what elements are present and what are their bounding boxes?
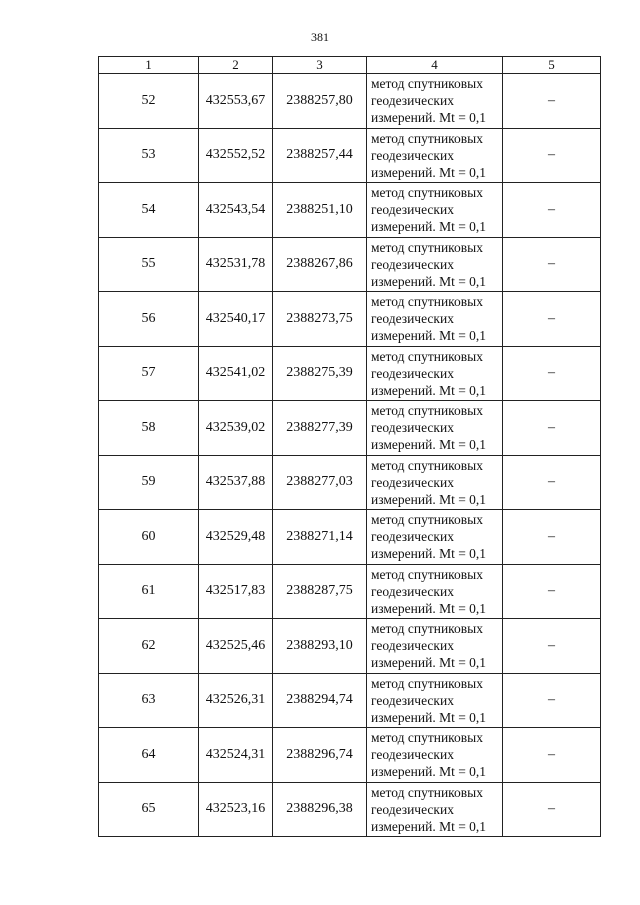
coordinate-y: 2388275,39 bbox=[273, 346, 367, 401]
coordinate-y: 2388277,03 bbox=[273, 455, 367, 510]
coordinate-x: 432543,54 bbox=[199, 183, 273, 238]
coordinate-y: 2388257,44 bbox=[273, 128, 367, 183]
table-body bbox=[99, 74, 601, 837]
table-row bbox=[99, 564, 601, 619]
table-row bbox=[99, 401, 601, 456]
point-number: 62 bbox=[99, 619, 199, 674]
note-cell: – bbox=[503, 728, 601, 783]
point-number: 65 bbox=[99, 782, 199, 837]
method-cell bbox=[367, 292, 503, 347]
method-cell bbox=[367, 401, 503, 456]
point-number: 64 bbox=[99, 728, 199, 783]
method-line: измерений. Mt = 0,1 bbox=[371, 328, 487, 344]
method-line: геодезических bbox=[371, 311, 454, 327]
point-number: 52 bbox=[99, 74, 199, 129]
note-cell: – bbox=[503, 455, 601, 510]
method-line: геодезических bbox=[371, 692, 454, 708]
method-line: метод спутниковых bbox=[371, 621, 483, 637]
method-cell bbox=[367, 128, 503, 183]
table-row bbox=[99, 673, 601, 728]
method-line: измерений. Mt = 0,1 bbox=[371, 709, 487, 725]
note-cell: – bbox=[503, 74, 601, 129]
point-number: 59 bbox=[99, 455, 199, 510]
note-cell: – bbox=[503, 128, 601, 183]
table-row bbox=[99, 455, 601, 510]
method-line: метод спутниковых bbox=[371, 348, 483, 364]
method-cell bbox=[367, 564, 503, 619]
coordinate-x: 432529,48 bbox=[199, 510, 273, 565]
method-line: метод спутниковых bbox=[371, 730, 483, 746]
method-line: метод спутниковых bbox=[371, 294, 483, 310]
method-cell bbox=[367, 183, 503, 238]
point-number: 60 bbox=[99, 510, 199, 565]
coordinate-y: 2388267,86 bbox=[273, 237, 367, 292]
method-line: измерений. Mt = 0,1 bbox=[371, 655, 487, 671]
coordinate-y: 2388257,80 bbox=[273, 74, 367, 129]
method-line: измерений. Mt = 0,1 bbox=[371, 164, 487, 180]
method-line: измерений. Mt = 0,1 bbox=[371, 491, 487, 507]
coordinate-x: 432552,52 bbox=[199, 128, 273, 183]
method-cell bbox=[367, 74, 503, 129]
header-col-5: 5 bbox=[503, 57, 601, 74]
coordinate-x: 432525,46 bbox=[199, 619, 273, 674]
table-row bbox=[99, 74, 601, 129]
coordinate-y: 2388277,39 bbox=[273, 401, 367, 456]
table-row bbox=[99, 510, 601, 565]
method-line: измерений. Mt = 0,1 bbox=[371, 818, 487, 834]
header-col-3: 3 bbox=[273, 57, 367, 74]
point-number: 57 bbox=[99, 346, 199, 401]
coordinate-x: 432531,78 bbox=[199, 237, 273, 292]
method-line: измерений. Mt = 0,1 bbox=[371, 764, 487, 780]
method-line: геодезических bbox=[371, 256, 454, 272]
method-line: геодезических bbox=[371, 420, 454, 436]
coordinate-x: 432553,67 bbox=[199, 74, 273, 129]
table-row bbox=[99, 728, 601, 783]
coordinate-y: 2388296,38 bbox=[273, 782, 367, 837]
coordinate-x: 432524,31 bbox=[199, 728, 273, 783]
method-line: геодезических bbox=[371, 801, 454, 817]
table-row bbox=[99, 782, 601, 837]
method-line: геодезических bbox=[371, 529, 454, 545]
table-row bbox=[99, 183, 601, 238]
method-line: геодезических bbox=[371, 474, 454, 490]
coordinate-x: 432523,16 bbox=[199, 782, 273, 837]
method-line: измерений. Mt = 0,1 bbox=[371, 600, 487, 616]
point-number: 54 bbox=[99, 183, 199, 238]
coordinate-x: 432540,17 bbox=[199, 292, 273, 347]
note-cell: – bbox=[503, 510, 601, 565]
table-row bbox=[99, 292, 601, 347]
method-cell bbox=[367, 346, 503, 401]
coordinate-y: 2388296,74 bbox=[273, 728, 367, 783]
coordinate-y: 2388287,75 bbox=[273, 564, 367, 619]
header-col-1: 1 bbox=[99, 57, 199, 74]
note-cell: – bbox=[503, 346, 601, 401]
table-row bbox=[99, 619, 601, 674]
method-line: геодезических bbox=[371, 638, 454, 654]
note-cell: – bbox=[503, 237, 601, 292]
table-row bbox=[99, 237, 601, 292]
note-cell: – bbox=[503, 401, 601, 456]
note-cell: – bbox=[503, 292, 601, 347]
point-number: 53 bbox=[99, 128, 199, 183]
point-number: 58 bbox=[99, 401, 199, 456]
method-line: метод спутниковых bbox=[371, 76, 483, 92]
method-cell bbox=[367, 673, 503, 728]
method-cell bbox=[367, 728, 503, 783]
point-number: 56 bbox=[99, 292, 199, 347]
note-cell: – bbox=[503, 673, 601, 728]
method-line: геодезических bbox=[371, 147, 454, 163]
method-line: геодезических bbox=[371, 202, 454, 218]
method-line: геодезических bbox=[371, 365, 454, 381]
method-cell bbox=[367, 510, 503, 565]
coordinate-x: 432537,88 bbox=[199, 455, 273, 510]
header-col-2: 2 bbox=[199, 57, 273, 74]
method-line: геодезических bbox=[371, 583, 454, 599]
method-line: измерений. Mt = 0,1 bbox=[371, 382, 487, 398]
method-cell bbox=[367, 619, 503, 674]
method-line: метод спутниковых bbox=[371, 185, 483, 201]
method-line: метод спутниковых bbox=[371, 784, 483, 800]
coordinate-y: 2388271,14 bbox=[273, 510, 367, 565]
method-line: геодезических bbox=[371, 93, 454, 109]
note-cell: – bbox=[503, 183, 601, 238]
method-line: метод спутниковых bbox=[371, 239, 483, 255]
method-line: измерений. Mt = 0,1 bbox=[371, 546, 487, 562]
page-number: 381 bbox=[311, 30, 329, 44]
method-line: метод спутниковых bbox=[371, 566, 483, 582]
coordinate-y: 2388251,10 bbox=[273, 183, 367, 238]
method-line: измерений. Mt = 0,1 bbox=[371, 437, 487, 453]
method-line: метод спутниковых bbox=[371, 512, 483, 528]
table-row bbox=[99, 346, 601, 401]
method-line: метод спутниковых bbox=[371, 675, 483, 691]
coordinate-y: 2388294,74 bbox=[273, 673, 367, 728]
point-number: 55 bbox=[99, 237, 199, 292]
note-cell: – bbox=[503, 619, 601, 674]
coordinates-table bbox=[98, 56, 601, 837]
method-line: метод спутниковых bbox=[371, 457, 483, 473]
coordinate-x: 432517,83 bbox=[199, 564, 273, 619]
method-cell bbox=[367, 455, 503, 510]
table-header bbox=[99, 57, 601, 74]
coordinate-x: 432526,31 bbox=[199, 673, 273, 728]
method-line: геодезических bbox=[371, 747, 454, 763]
method-line: метод спутниковых bbox=[371, 130, 483, 146]
point-number: 61 bbox=[99, 564, 199, 619]
method-line: измерений. Mt = 0,1 bbox=[371, 273, 487, 289]
coordinate-y: 2388273,75 bbox=[273, 292, 367, 347]
header-col-4: 4 bbox=[367, 57, 503, 74]
note-cell: – bbox=[503, 782, 601, 837]
method-line: измерений. Mt = 0,1 bbox=[371, 219, 487, 235]
method-line: измерений. Mt = 0,1 bbox=[371, 110, 487, 126]
coordinate-y: 2388293,10 bbox=[273, 619, 367, 674]
note-cell: – bbox=[503, 564, 601, 619]
point-number: 63 bbox=[99, 673, 199, 728]
method-line: метод спутниковых bbox=[371, 403, 483, 419]
coordinate-x: 432541,02 bbox=[199, 346, 273, 401]
coordinate-x: 432539,02 bbox=[199, 401, 273, 456]
method-cell bbox=[367, 237, 503, 292]
method-cell bbox=[367, 782, 503, 837]
table-row bbox=[99, 128, 601, 183]
